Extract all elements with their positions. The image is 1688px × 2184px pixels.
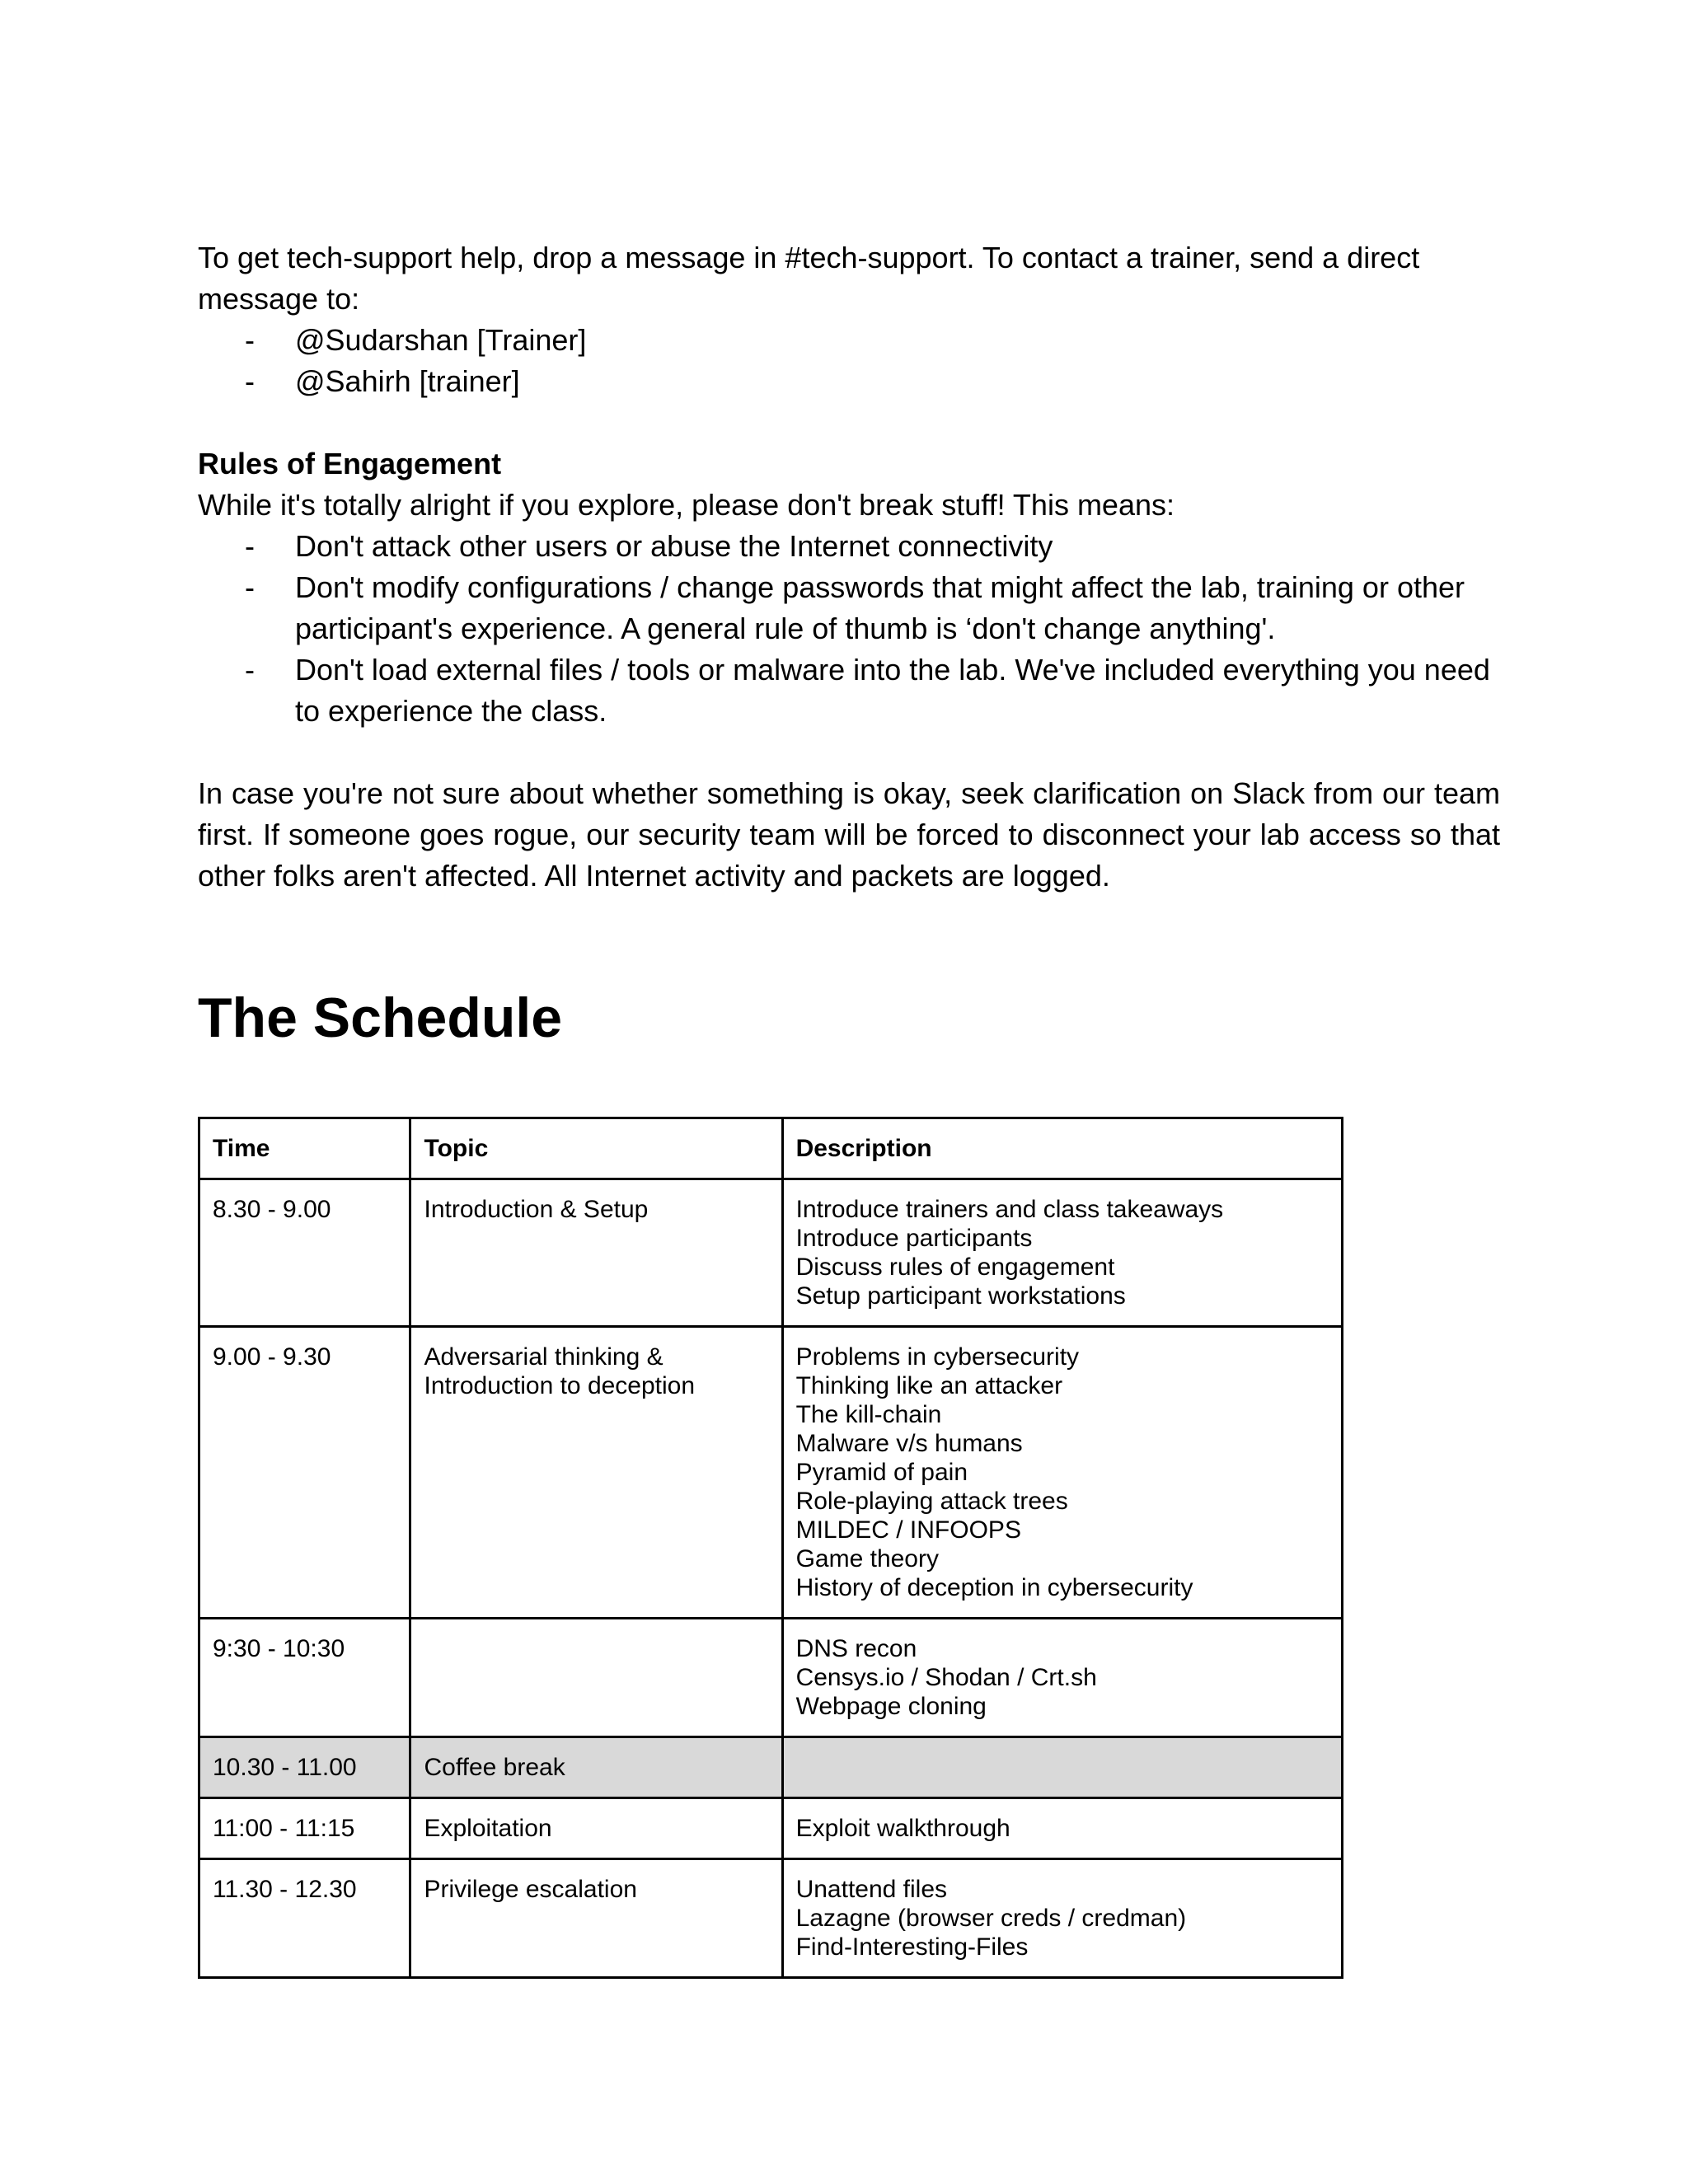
description-line: MILDEC / INFOOPS [795, 1516, 1021, 1544]
cell-time: 8.30 - 9.00 [199, 1179, 410, 1327]
dash-marker: - [245, 653, 255, 687]
cell-time: 11.30 - 12.30 [199, 1859, 410, 1978]
description-line: History of deception in cybersecurity [795, 1574, 1193, 1601]
cell-description [782, 1327, 1342, 1619]
table-row [199, 1327, 1343, 1619]
cell-description [782, 1798, 1342, 1859]
description-line: DNS recon [795, 1635, 917, 1662]
description-line: Censys.io / Shodan / Crt.sh [795, 1664, 1097, 1691]
contact-item: - @Sahirh [trainer] [198, 361, 1500, 402]
rules-lead: While it's totally alright if you explore, please don't break stuff! This means: [198, 488, 1175, 522]
description-line: Exploit walkthrough [795, 1815, 1010, 1842]
cell-time: 10.30 - 11.00 [199, 1737, 410, 1798]
rule-item: - Don't modify configurations / change passwords that might affect the lab, training or other participant's experience. A general rule of thumb is ‘don't change anything'. [198, 567, 1500, 649]
description-line: Find-Interesting-Files [795, 1933, 1029, 1961]
table-row [199, 1859, 1343, 1978]
description-line: Setup participant workstations [795, 1282, 1126, 1310]
description-line: Discuss rules of engagement [795, 1254, 1115, 1281]
contact-list [198, 320, 1500, 402]
cell-topic: Adversarial thinking & Introduction to deception [410, 1327, 782, 1619]
cell-description [782, 1179, 1342, 1327]
schedule-table [198, 1117, 1343, 1979]
dash-marker: - [245, 364, 255, 398]
rule-item: - Don't attack other users or abuse the Internet connectivity [198, 526, 1500, 567]
cell-time: 9:30 - 10:30 [199, 1619, 410, 1737]
dash-marker: - [245, 323, 255, 357]
cell-topic: Coffee break [410, 1737, 782, 1798]
description-line: Introduce trainers and class takeaways [795, 1196, 1224, 1223]
cell-description [782, 1619, 1342, 1737]
description-line: The kill-chain [795, 1401, 942, 1428]
description-line: Problems in cybersecurity [795, 1343, 1080, 1371]
cell-time: 11:00 - 11:15 [199, 1798, 410, 1859]
rules-closing: In case you're not sure about whether something is okay, seek clarification on Slack from our team first. If someone goes rogue, our security team will be forced to disconnect your lab access so that other folks aren't affected. All Internet activity and packets are logged. [198, 776, 1500, 893]
description-line: Lazagne (browser creds / credman) [795, 1905, 1187, 1932]
description-line: Thinking like an attacker [795, 1372, 1063, 1399]
description-line: Pyramid of pain [795, 1459, 968, 1486]
description-line: Introduce participants [795, 1225, 1033, 1252]
cell-description [782, 1859, 1342, 1978]
description-line: Webpage cloning [795, 1693, 987, 1720]
schedule-heading: The Schedule [198, 987, 563, 1049]
table-row [199, 1619, 1343, 1737]
header-topic: Topic [410, 1118, 782, 1179]
cell-topic: Introduction & Setup [410, 1179, 782, 1327]
cell-topic: Privilege escalation [410, 1859, 782, 1978]
intro-text: To get tech-support help, drop a message in #tech-support. To contact a trainer, send a direct message to: [198, 241, 1420, 316]
rule-item: - Don't load external files / tools or malware into the lab. We've included everything you need to experience the class. [198, 649, 1500, 732]
rules-list [198, 526, 1500, 732]
rules-title: Rules of Engagement [198, 447, 502, 480]
description-line: Role-playing attack trees [795, 1488, 1068, 1515]
description-line: Game theory [795, 1545, 939, 1572]
contact-item: - @Sudarshan [Trainer] [198, 320, 1500, 361]
table-row [199, 1798, 1343, 1859]
description-line: Malware v/s humans [795, 1430, 1023, 1457]
cell-topic [410, 1619, 782, 1737]
cell-time: 9.00 - 9.30 [199, 1327, 410, 1619]
description-line: Unattend files [795, 1876, 948, 1903]
table-row [199, 1179, 1343, 1327]
dash-marker: - [245, 570, 255, 604]
cell-topic: Exploitation [410, 1798, 782, 1859]
header-time: Time [199, 1118, 410, 1179]
header-description: Description [782, 1118, 1342, 1179]
table-header-row [199, 1118, 1343, 1179]
table-row-break [199, 1737, 1343, 1798]
document-body [198, 237, 1500, 897]
cell-description [782, 1737, 1342, 1798]
dash-marker: - [245, 529, 255, 563]
